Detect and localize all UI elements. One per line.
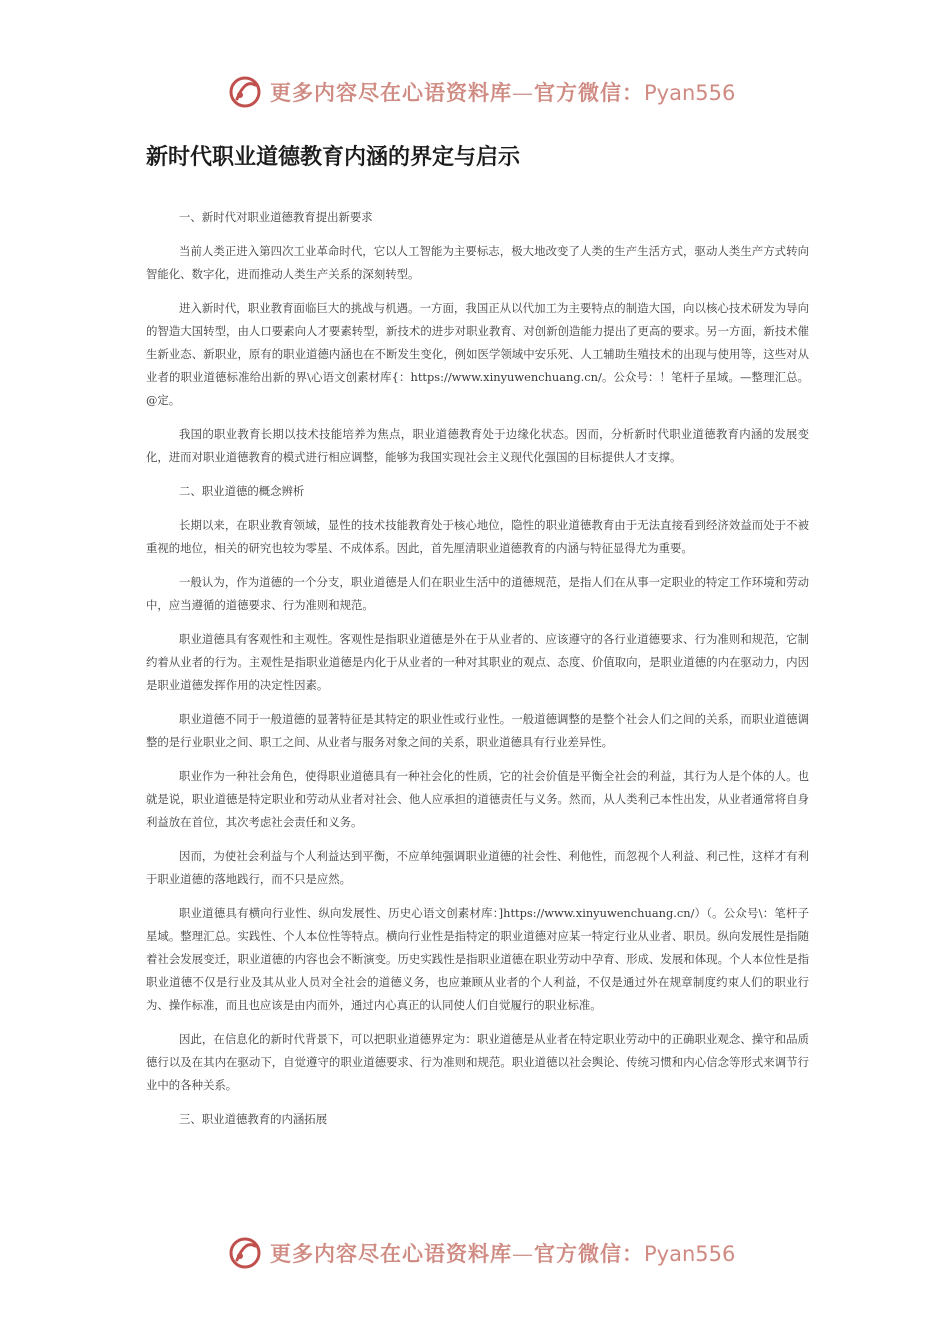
paragraph: 职业道德具有横向行业性、纵向发展性、历史心语文创素材库：]https://www.xinyuwenchuang.cn/）（。公众号\：笔杆子星域。整理汇总。实践性、个人本位性等特点。横向行业性是指特定的职业道德对应某一特定行业从业者、职员。纵向发展性是指随着社会发展变迁，职业道德的内容也会不断演变。历史实践性是指职业道德在职业劳动中孕育、形成、发展和体现。个人本位性是指职业道德不仅是行业及其从业人员对全社会的道德义务，也应兼顾从业者的个人利益，不仅是通过外在规章制度约束人们的职业行为、操作标准，而且也应该是由内而外，通过内心真正的认同使人们自觉履行的职业标准。 <box>146 906 809 1012</box>
banner-dash: — <box>512 1242 534 1266</box>
footer-banner <box>228 1233 735 1273</box>
paragraph: 因而，为使社会利益与个人利益达到平衡，不应单纯强调职业道德的社会性、利他性，而忽视个人利益、利己性，这样才有利于职业道德的落地践行，而不只是应然。 <box>146 849 809 886</box>
paragraph: 我国的职业教育长期以技术技能培养为焦点，职业道德教育处于边缘化状态。因而，分析新时代职业道德教育内涵的发展变化，进而对职业道德教育的模式进行相应调整，能够为我国实现社会主义现代化强国的目标提供人才支撑。 <box>146 427 809 464</box>
section-heading-3: 三、职业道德教育的内涵拓展 <box>179 1112 328 1126</box>
paragraph: 职业道德不同于一般道德的显著特征是其特定的职业性或行业性。一般道德调整的是整个社会人们之间的关系，而职业道德调整的是行业职业之间、职工之间、从业者与服务对象之间的关系，职业道德具有行业差异性。 <box>146 712 809 749</box>
banner-id: Pyan556 <box>644 81 736 105</box>
paragraph: 当前人类正进入第四次工业革命时代，它以人工智能为主要标志，极大地改变了人类的生产生活方式，驱动人类生产方式转向智能化、数字化，进而推动人类生产关系的深刻转型。 <box>146 244 809 281</box>
banner-id: Pyan556 <box>644 1242 736 1266</box>
brand-logo-icon <box>228 75 262 109</box>
banner-main: 更多内容尽在心语资料库 <box>270 1241 512 1266</box>
banner-text <box>270 77 735 107</box>
section-heading-2: 二、职业道德的概念辨析 <box>179 484 305 498</box>
banner-mid: 官方微信： <box>534 1241 644 1266</box>
banner-text <box>270 1238 735 1268</box>
banner-mid: 官方微信： <box>534 80 644 105</box>
paragraph: 职业道德具有客观性和主观性。客观性是指职业道德是外在于从业者的、应该遵守的各行业道德要求、行为准则和规范，它制约着从业者的行为。主观性是指职业道德是内化于从业者的一种对其职业的观点、态度、价值取向，是职业道德的内在驱动力，内因是职业道德发挥作用的决定性因素。 <box>146 632 809 692</box>
brand-logo-icon <box>228 1236 262 1270</box>
paragraph: 进入新时代，职业教育面临巨大的挑战与机遇。一方面，我国正从以代加工为主要特点的制造大国，向以核心技术研发为导向的智造大国转型，由人口要素向人才要素转型，新技术的进步对职业教育、对创新创造能力提出了更高的要求。另一方面，新技术催生新业态、新职业，原有的职业道德内涵也在不断发生变化，例如医学领域中安乐死、人工辅助生殖技术的出现与使用等，这些对从业者的职业道德标准给出新的界\心语文创素材库{：https://www.xinyuwenchuang.cn/。公众号：！笔杆子星域。—整理汇总。@定。 <box>146 301 809 407</box>
header-banner <box>228 72 735 112</box>
banner-main: 更多内容尽在心语资料库 <box>270 80 512 105</box>
section-heading-1: 一、新时代对职业道德教育提出新要求 <box>179 210 373 224</box>
banner-dash: — <box>512 81 534 105</box>
paragraph: 职业作为一种社会角色，使得职业道德具有一种社会化的性质，它的社会价值是平衡全社会的利益，其行为人是个体的人。也就是说，职业道德是特定职业和劳动从业者对社会、他人应承担的道德责任与义务。然而，从人类利己本性出发，从业者通常将自身利益放在首位，其次考虑社会责任和义务。 <box>146 769 809 829</box>
paragraph: 长期以来，在职业教育领域，显性的技术技能教育处于核心地位，隐性的职业道德教育由于无法直接看到经济效益而处于不被重视的地位，相关的研究也较为零星、不成体系。因此，首先厘清职业道德教育的内涵与特征显得尤为重要。 <box>146 518 809 555</box>
document-body <box>146 206 809 1142</box>
document-title: 新时代职业道德教育内涵的界定与启示 <box>146 145 521 170</box>
paragraph: 因此，在信息化的新时代背景下，可以把职业道德界定为：职业道德是从业者在特定职业劳动中的正确职业观念、操守和品质德行以及在其内在驱动下，自觉遵守的职业道德要求、行为准则和规范。职业道德以社会舆论、传统习惯和内心信念等形式来调节行业中的各种关系。 <box>146 1032 809 1092</box>
paragraph: 一般认为，作为道德的一个分支，职业道德是人们在职业生活中的道德规范，是指人们在从事一定职业的特定工作环境和劳动中，应当遵循的道德要求、行为准则和规范。 <box>146 575 809 612</box>
